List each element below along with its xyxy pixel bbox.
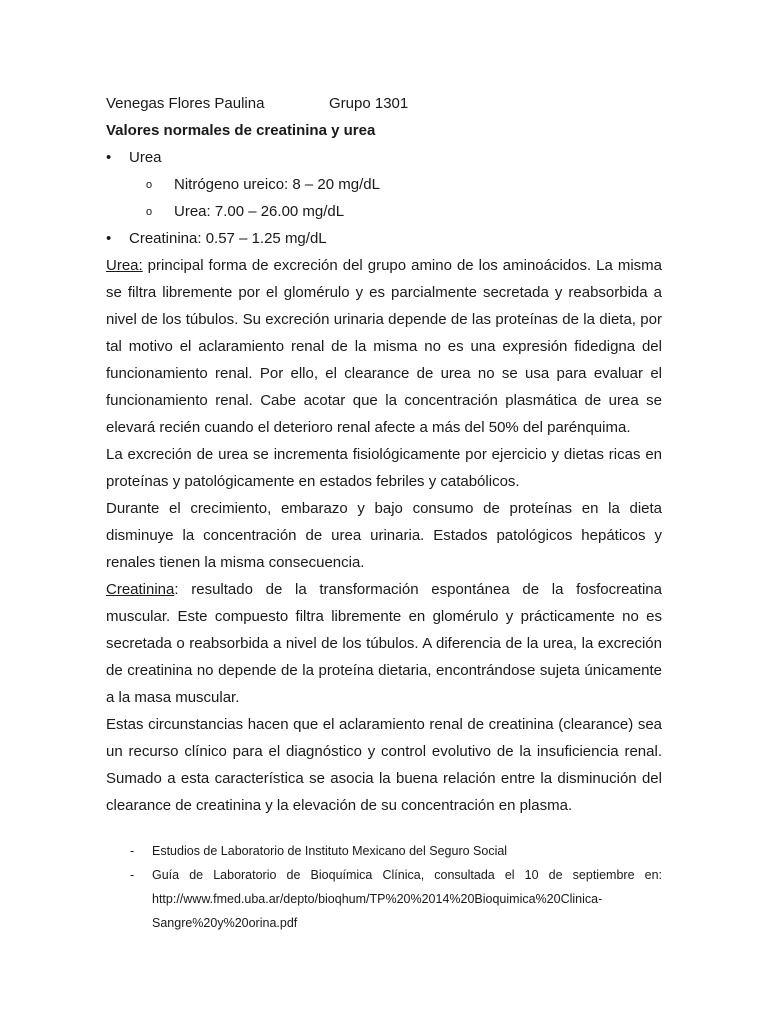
document-header xyxy=(106,90,662,117)
urea-paragraph xyxy=(106,252,662,441)
reference-text: Estudios de Laboratorio de Instituto Mexicano del Seguro Social xyxy=(152,844,508,858)
creatinina-term: Creatinina xyxy=(106,581,175,598)
author-name: Venegas Flores Paulina xyxy=(106,95,265,112)
sub-list-item xyxy=(106,171,662,198)
bullet-icon: • xyxy=(106,230,112,247)
document-title: Valores normales de creatinina y urea xyxy=(106,122,376,139)
urea-text: principal forma de excreción del grupo amino de los aminoácidos. La misma se filtra libremente por el glomérulo y es parcialmente secretada y reabsorbida a nivel de los túbulos. Su excreción urinaria depende de las proteínas de la dieta, por tal motivo el aclaramiento renal de la misma no es una expresión fidedigna del funcionamiento renal. Por ello, el clearance de urea no se usa para evaluar el funcionamiento renal. Cabe acotar que la concentración plasmática de urea se elevará recién cuando el deterioro renal afecte a más del 50% del parénquima. xyxy=(106,257,662,436)
circle-bullet-icon: o xyxy=(146,206,153,218)
sub-list-item xyxy=(106,198,662,225)
document-content xyxy=(106,90,662,935)
reference-item xyxy=(106,839,662,863)
group-label: Grupo 1301 xyxy=(329,95,409,112)
circle-bullet-icon: o xyxy=(146,179,153,191)
reference-item xyxy=(106,863,662,935)
sub-list-item-label: Nitrógeno ureico: 8 – 20 mg/dL xyxy=(174,176,380,193)
reference-url[interactable]: http://www.fmed.uba.ar/depto/bioqhum/TP%20%2014%20Bioquimica%20Clinica-Sangre%20y%20orina.pdf xyxy=(152,892,603,930)
urea-decrease-paragraph: Durante el crecimiento, embarazo y bajo consumo de proteínas en la dieta disminuye la concentración de urea urinaria. Estados patológicos hepáticos y renales tienen la misma consecuencia. xyxy=(106,500,662,571)
reference-text: Guía de Laboratorio de Bioquímica Clínica, consultada el 10 de septiembre en: xyxy=(152,868,662,882)
creatinina-paragraph xyxy=(106,576,662,711)
urea-excretion-paragraph: La excreción de urea se incrementa fisiológicamente por ejercicio y dietas ricas en proteínas y patológicamente en estados febriles y catabólicos. xyxy=(106,446,662,490)
urea-term: Urea: xyxy=(106,257,143,274)
list-item xyxy=(106,144,662,171)
clearance-paragraph: Estas circunstancias hacen que el aclaramiento renal de creatinina (clearance) sea un recurso clínico para el diagnóstico y control evolutivo de la insuficiencia renal. Sumado a esta característica se asocia la buena relación entre la disminución del clearance de creatinina y la elevación de su concentración en plasma. xyxy=(106,716,662,814)
bullet-icon: • xyxy=(106,149,112,166)
dash-bullet-icon: - xyxy=(130,868,135,882)
dash-bullet-icon: - xyxy=(130,844,135,858)
references-list xyxy=(106,839,662,935)
list-item-label: Urea xyxy=(129,149,162,166)
list-item-label: Creatinina: 0.57 – 1.25 mg/dL xyxy=(129,230,327,247)
list-item xyxy=(106,225,662,252)
creatinina-text: : resultado de la transformación espontánea de la fosfocreatina muscular. Este compuesto filtra libremente en glomérulo y prácticamente no es secretada o reabsorbida a nivel de los túbulos. A diferencia de la urea, la excreción de creatinina no depende de la proteína dietaria, encontrándose sujeta únicamente a la masa muscular. xyxy=(106,581,662,706)
sub-list-item-label: Urea: 7.00 – 26.00 mg/dL xyxy=(174,203,345,220)
